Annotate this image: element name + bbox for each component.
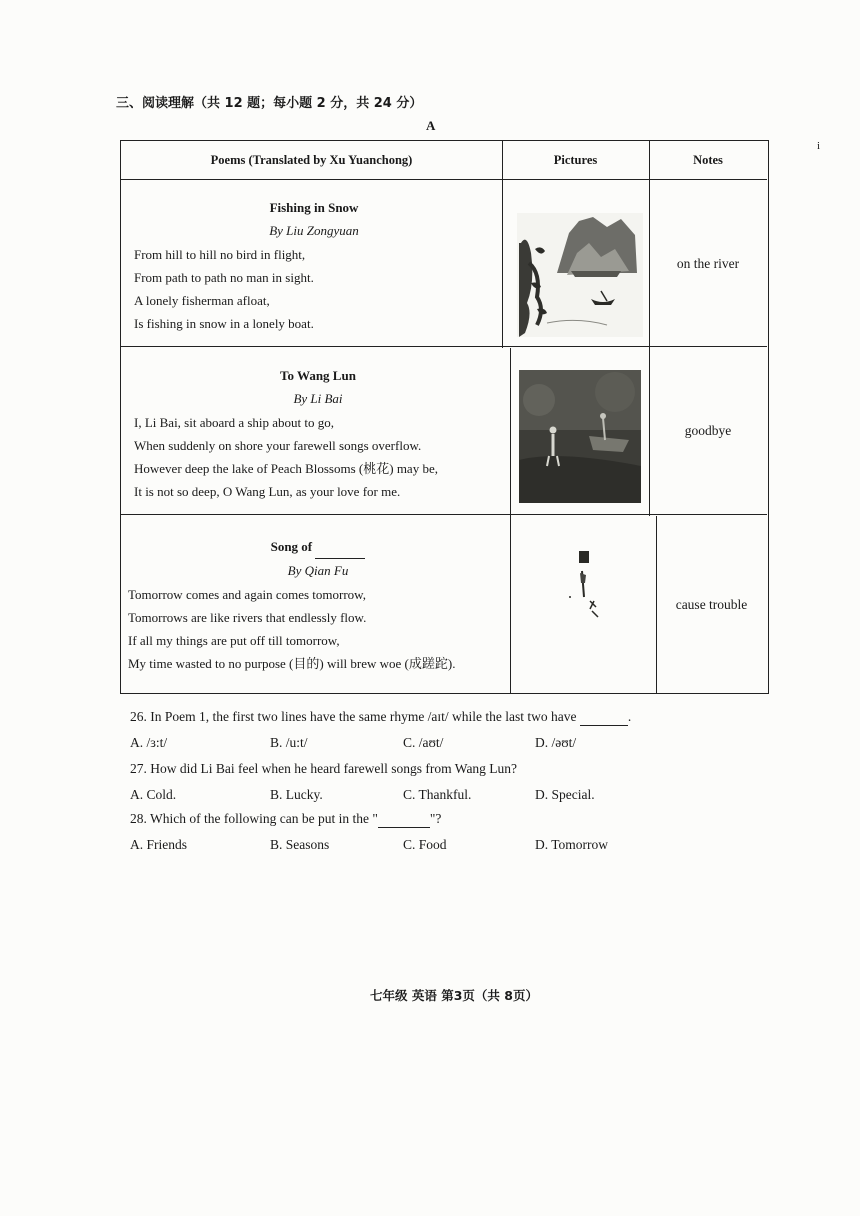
option: C. Thankful. bbox=[403, 787, 472, 802]
header-notes: Notes bbox=[649, 141, 767, 180]
answer-blank bbox=[580, 709, 628, 726]
note-3: cause trouble bbox=[675, 596, 748, 612]
poem-line: Tomorrows are like rivers that endlessly flow. bbox=[128, 609, 367, 625]
poem-line: If all my things are put off till tomorrow, bbox=[128, 633, 340, 649]
question-26 bbox=[130, 709, 631, 726]
option: C. Food bbox=[403, 837, 447, 852]
poem-author: By Li Bai bbox=[293, 391, 343, 407]
option: A. Friends bbox=[130, 837, 187, 852]
poem-line: From path to path no man in sight. bbox=[134, 269, 314, 285]
section-title: 三、阅读理解（共 12 题；每小题 2 分，共 24 分） bbox=[116, 96, 423, 111]
poem-line: My time wasted to no purpose (目的) will brew woe (成蹉跎). bbox=[128, 656, 456, 672]
answer-blank bbox=[378, 811, 430, 828]
question-27 bbox=[130, 761, 517, 777]
question-stem: 28. Which of the following can be put in the " bbox=[130, 811, 378, 826]
poem-line: When suddenly on shore your farewell songs overflow. bbox=[134, 437, 422, 453]
poem-author: By Qian Fu bbox=[287, 563, 349, 579]
option: D. Special. bbox=[535, 787, 595, 802]
answer-blank bbox=[315, 535, 365, 559]
option: D. Tomorrow bbox=[535, 837, 609, 852]
note-1: on the river bbox=[676, 256, 740, 271]
page-footer: 七年级 英语 第3页（共 8页） bbox=[370, 988, 538, 1003]
option: B. /u:t/ bbox=[270, 735, 308, 750]
poem-author: By Liu Zongyuan bbox=[269, 223, 359, 239]
poem-line: I, Li Bai, sit aboard a ship about to go, bbox=[134, 414, 335, 430]
header-poems: Poems (Translated by Xu Yuanchong) bbox=[121, 141, 502, 180]
to-wang-lun-picture bbox=[519, 370, 641, 503]
poem-table bbox=[120, 140, 769, 694]
note-2: goodbye bbox=[684, 423, 732, 438]
poem-title-text: Song of bbox=[270, 539, 313, 554]
option: D. /əʊt/ bbox=[535, 735, 577, 750]
poem-title: To Wang Lun bbox=[280, 368, 356, 383]
poem-3 bbox=[128, 535, 508, 676]
option: A. Cold. bbox=[130, 787, 177, 802]
poem-title bbox=[128, 535, 508, 559]
question-stem: 26. In Poem 1, the first two lines have the same rhyme /aɪt/ while the last two have bbox=[130, 709, 577, 724]
option: A. /ɜ:t/ bbox=[130, 735, 168, 750]
poem-line: From hill to hill no bird in flight, bbox=[134, 246, 306, 262]
option: B. Lucky. bbox=[270, 787, 323, 802]
poem-1 bbox=[134, 196, 494, 336]
question-stem-end: "? bbox=[429, 811, 442, 826]
poem-line: It is not so deep, O Wang Lun, as your love for me. bbox=[134, 484, 401, 500]
poem-line: A lonely fisherman afloat, bbox=[134, 293, 270, 309]
question-stem-end: . bbox=[627, 709, 632, 724]
col-divider bbox=[510, 348, 511, 693]
row-divider bbox=[121, 514, 767, 515]
option: C. /aʊt/ bbox=[403, 735, 444, 750]
question-28 bbox=[130, 811, 441, 828]
poem-title: Fishing in Snow bbox=[269, 200, 359, 215]
fishing-in-snow-picture bbox=[517, 213, 643, 337]
header-pictures: Pictures bbox=[502, 141, 649, 180]
poem-line: Is fishing in snow in a lonely boat. bbox=[134, 316, 314, 332]
poem-2 bbox=[134, 364, 502, 504]
song-of-picture bbox=[564, 549, 604, 625]
question-stem: 27. How did Li Bai feel when he heard farewell songs from Wang Lun? bbox=[130, 761, 518, 776]
passage-label: A bbox=[426, 118, 436, 133]
option: B. Seasons bbox=[270, 837, 330, 852]
col-divider bbox=[502, 141, 503, 348]
stray-mark: i bbox=[817, 140, 821, 152]
poem-line: Tomorrow comes and again comes tomorrow, bbox=[128, 586, 366, 602]
poem-line: However deep the lake of Peach Blossoms (桃花) may be, bbox=[134, 461, 438, 477]
